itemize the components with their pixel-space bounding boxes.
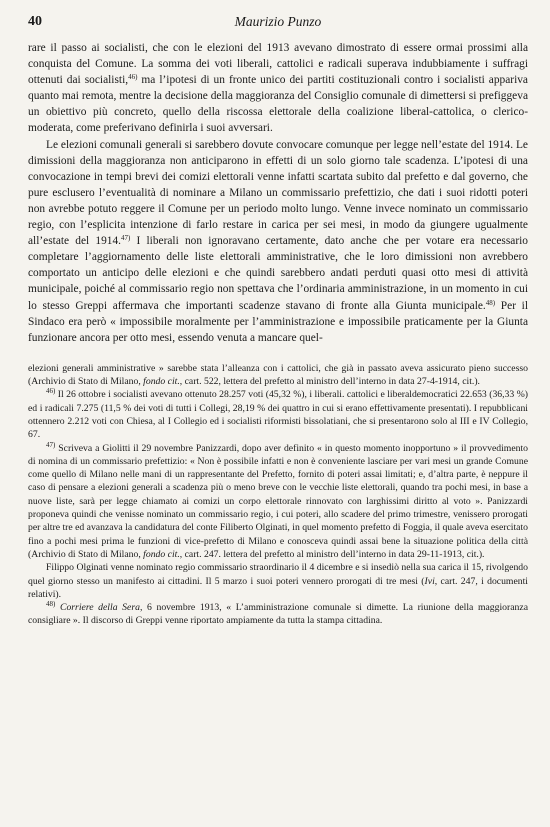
page-header: [28, 10, 528, 32]
footnote-number: 47): [46, 440, 56, 449]
footnote-number: 46): [46, 387, 56, 396]
footnote-ref[interactable]: 48): [485, 298, 496, 307]
footnote-ref[interactable]: 47): [121, 234, 131, 243]
page: [28, 10, 528, 628]
footnote-47: $^{47)}$ Scriveva a Giolitti il 29 novembre Panizzardi, dopo aver definito « in questo momento inopportuno » il provvedimento di nomina di un commissario prefettizio: « Non è possibile infatti e non è conveniente lasciare per vari mesi un grande Comune come quello di Milano nelle mani di un rappresentante del Prefetto, fornito di poteri assai limitati; e, d’altra parte, è neppure il caso di pensare a elezioni generali a scadenza più o meno breve con le vecchie liste elettorali, quando tra pochi mesi, in base a nuove liste, sarà per legge chiamato ai comizi un corpo elettorale rinnovato con larghissimi diritto al voto ». Panizzardi proponeva quindi che venisse nominato un commissario regio, i cui poteri, allo scadere del primo trimestre, venissero prorogati per altre tre ed avanzava la candidatura del conte Filiberto Olginati, in quel momento prefetto di Foggia, il quale aveva esercitato fino a pochi mesi prima le funzioni di vice-prefetto di Milano e conosceva quindi assai bene la situazione politica della città (Archivio di Stato di Milano, fondo cit., cart. 247. lettera del prefetto al ministro dell’interno in data 29-11-1913, cit.).: [28, 440, 528, 560]
page-number: 40: [28, 14, 42, 29]
footnote-continuation: elezioni generali amministrative » sarebbe stata l’alleanza con i cattolici, che già in passato aveva assicurato pieno successo (Archivio di Stato di Milano, fondo cit., cart. 522, lettera del prefetto al ministro dell’interno in data 27-4-1914, cit.).: [28, 362, 528, 388]
footnote-ref[interactable]: 46): [128, 73, 138, 82]
body-paragraph: Le elezioni comunali generali si sarebbero dovute convocare comunque per legge nell’estate del 1914. Le dimissioni della maggioranza non anticiparono in effetti di un solo giorno tale scadenza. L’ipotesi di una convocazione in tempi brevi dei comizi elettorali venne infatti scartata subito dal prefetto e dal governo, che pure esclusero l’eventualità di nominare a Milano un commissario prefettizio, che dati i suoi ridotti poteri non avrebbe potuto reggere il Comune per un periodo molto lungo. Venne invece nominato un commissario regio, con l’esplicita intenzione di farlo restare in carica per sei mesi, in modo da giungere ugualmente all’estate del 1914.$^{47)}$ I liberali non ignoravano certamente, dato anche che per votare era necessario completare l’aggiornamento delle liste elettorali amministrative, che le loro dimissioni non avrebbero comportato un anticipo delle elezioni e che quindi sarebbero andati perduti quasi otto mesi di attività municipale, poiché al commissario regio non spettava che l’ordinaria amministrazione, in un momento in cui lo stesso Greppi affermava che importanti scadenze stavano di fronte alla Giunta municipale.$^{48)}$ Per il Sindaco era però « impossibile moralmente per l’amministrazione e impossibile praticamente per la Giunta funzionare ancora per otto mesi, essendo venuta a mancare quel-: [28, 138, 528, 344]
body-paragraph: rare il passo ai socialisti, che con le elezioni del 1913 avevano dimostrato di essere ormai prossimi alla conquista del Comune. La somma dei voti liberali, cattolici e radicali superava indubbiamente i suffragi ottenuti dai socialisti,$^{46)}$ ma l’ipotesi di un fronte unico dei partiti costituzionali contro i socialisti appariva quanto mai remota, mentre la decisione della maggioranza del Consiglio comunale di dimettersi si prefiggeva un obiettivo più concreto, quello della riscossa elettorale della coalizione liberal-cattolica, o clerico-moderata, come preferivano definirla i suoi avversari.: [28, 42, 528, 135]
footnote-separator: [28, 346, 528, 356]
body-text: [28, 40, 528, 346]
footnotes: [28, 362, 528, 628]
footnote-47-continuation: Filippo Olginati venne nominato regio commissario straordinario il 4 dicembre e si insediò nella sua carica il 15, rivolgendo quel giorno stesso un manifesto ai cittadini. Il 5 marzo i suoi poteri vennero prorogati di tre mesi (Ivi, cart. 247, i documenti relativi).: [28, 562, 528, 600]
running-head: Maurizio Punzo: [234, 14, 322, 29]
footnote-46: $^{46)}$ Il 26 ottobre i socialisti avevano ottenuto 28.257 voti (45,32 %), i liberali. cattolici e liberaldemocratici 22.653 (36,33 %) ed i radicali 7.275 (11,5 % dei voti di tutti i Collegi, 28,19 % dei quattro in cui si erano effettivamente presentati). I repubblicani ottennero 2.212 voti con Chiesa, al I Collegio ed i socialisti riformisti bissolatiani, che si presentarono solo al III e IV Collegio, 67.: [28, 387, 528, 441]
footnote-48: $^{48)}$ Corriere della Sera, 6 novembre 1913, « L’amministrazione comunale si dimette. La riunione della maggioranza consigliare ». Il discorso di Greppi venne riportato ampiamente da tutta la stampa cittadina.: [28, 600, 528, 627]
footnote-number: 48): [46, 600, 56, 609]
